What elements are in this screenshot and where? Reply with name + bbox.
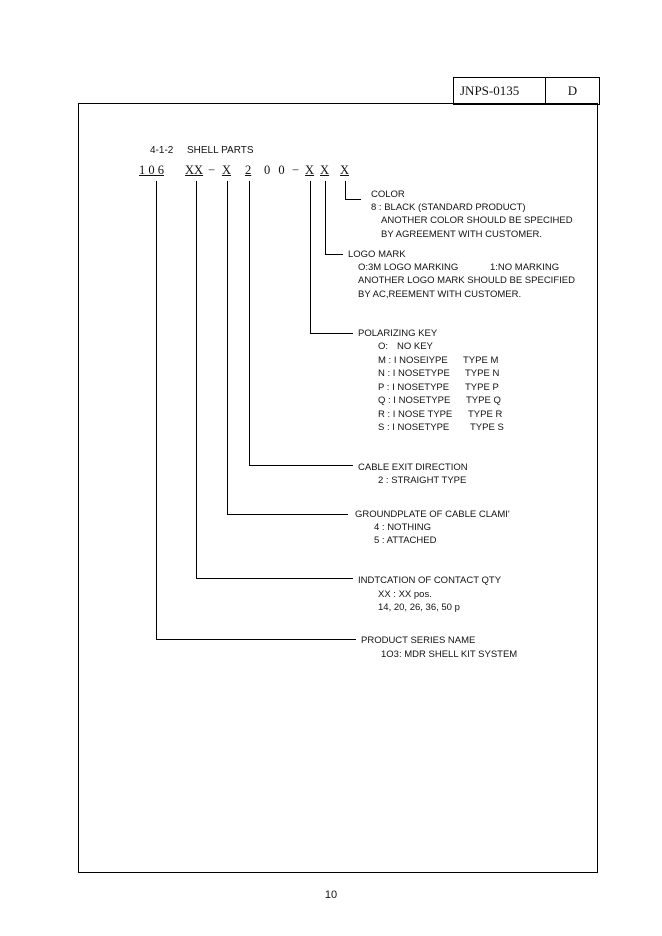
ground-line-1: 4 : NOTHING <box>374 522 432 533</box>
key-title: POLARIZING KEY <box>358 328 438 339</box>
exit-line-1: 2 : STRAIGHT TYPE <box>378 475 467 486</box>
doc-number: JNPS-0135 <box>454 78 546 104</box>
section-title: SHELL PARTS <box>187 145 254 156</box>
key-item-0-code: O: <box>378 341 389 352</box>
section-number: 4-1-2 <box>150 145 174 156</box>
key-item-2-code: N : I NOSETYPE <box>378 368 450 379</box>
leader-qty <box>197 181 354 579</box>
code-exit: 2 <box>245 163 252 177</box>
key-item-1-code: M : I NOSEIYPE <box>378 355 448 366</box>
key-item-3-code: P : I NOSETYPE <box>378 382 450 393</box>
key-item-6-type: TYPE S <box>470 422 504 433</box>
qty-line-2: 14, 20, 26, 36, 50 p <box>378 602 460 613</box>
code-color: X <box>340 163 350 177</box>
page-number: 10 <box>324 889 338 901</box>
ground-line-2: 5 : ATTACHED <box>374 535 437 546</box>
series-line-1: 1O3: MDR SHELL KIT SYSTEM <box>381 649 518 660</box>
logo-line-3: BY AC,REEMENT WITH CUSTOMER. <box>358 289 522 300</box>
code-qty: XX <box>185 163 204 177</box>
leader-color <box>346 181 362 200</box>
key-item-6-code: S : I NOSETYPE <box>378 422 450 433</box>
revision: D <box>567 83 578 98</box>
logo-line-2: ANOTHER LOGO MARK SHOULD BE SPECIFIED <box>358 275 575 286</box>
color-title: COLOR <box>371 189 405 200</box>
key-item-4-code: Q : I NOSETYPE <box>378 395 451 406</box>
code-ground: X <box>222 163 232 177</box>
key-item-0-desc: NO KEY <box>397 341 433 352</box>
key-item-5-code: R : I NOSE TYPE <box>378 409 453 420</box>
series-title: PRODUCT SERIES NAME <box>361 635 476 646</box>
exit-title: CABLE EXIT DIRECTION <box>358 462 468 473</box>
logo-title: LOGO MARK <box>348 249 406 260</box>
color-line-3: BY AGREEMENT WITH CUSTOMER. <box>381 229 542 240</box>
logo-line-1b: 1:NO MARKING <box>490 262 560 273</box>
code-series: 1 0 6 <box>139 163 164 177</box>
qty-line-1: XX : XX pos. <box>378 589 432 600</box>
key-item-2-type: TYPE N <box>465 368 500 379</box>
code-key: X <box>305 163 315 177</box>
leader-series <box>157 181 357 640</box>
key-item-5-type: TYPE R <box>468 409 503 420</box>
qty-title: INDTCATION OF CONTACT QTY <box>358 575 502 586</box>
code-logo: X <box>320 163 330 177</box>
code-dash-2: − <box>292 163 300 177</box>
key-item-4-type: TYPE Q <box>466 395 501 406</box>
color-line-1: 8 : BLACK (STANDARD PRODUCT) <box>371 202 526 213</box>
key-item-3-type: TYPE P <box>465 382 499 393</box>
leader-logo <box>326 181 344 255</box>
ground-title: GROUNDPLATE OF CABLE CLAMI' <box>355 509 510 520</box>
code-zeros: 0 0 <box>264 163 285 177</box>
logo-line-1a: O:3M LOGO MARKING <box>358 262 459 273</box>
leader-key <box>311 181 354 334</box>
leader-exit <box>250 181 354 466</box>
key-item-1-type: TYPE M <box>463 355 499 366</box>
leader-ground <box>228 181 349 515</box>
code-dash-1: − <box>208 163 216 177</box>
color-line-2: ANOTHER COLOR SHOULD BE SPECIHED <box>381 215 573 226</box>
